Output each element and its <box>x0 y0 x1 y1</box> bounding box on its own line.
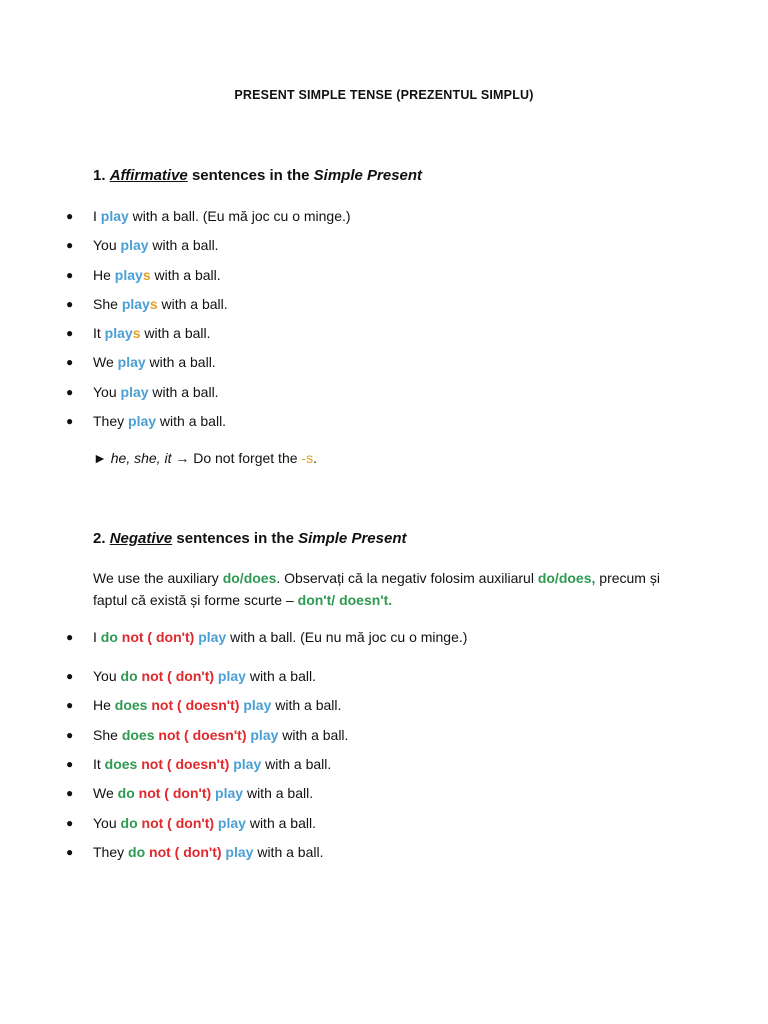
auxiliary: do <box>120 668 138 684</box>
list-item <box>0 695 700 715</box>
bullet: ● <box>66 268 74 282</box>
list-item <box>0 813 700 833</box>
bullet: ● <box>66 757 74 771</box>
subject: She <box>93 727 122 743</box>
negation: not ( don't) <box>117 629 195 645</box>
sentence-rest: with a ball. <box>271 697 342 713</box>
subject: It <box>93 325 105 341</box>
negation: not ( doesn't) <box>137 756 230 772</box>
section1-heading-middle: sentences in the <box>187 167 314 184</box>
negation: not ( don't) <box>145 844 222 860</box>
section1-number: 1. <box>93 167 106 184</box>
note-text: → Do not forget the <box>171 450 302 466</box>
list-item <box>0 265 700 285</box>
verb: play <box>217 668 246 684</box>
subject: You <box>93 668 121 684</box>
bullet: ● <box>66 669 74 683</box>
subject: He <box>93 697 115 713</box>
verb: play <box>250 727 279 743</box>
verb: play <box>121 296 150 312</box>
list-item <box>0 294 700 314</box>
subject: We <box>93 785 118 801</box>
section2-tense: Simple Present <box>298 530 407 547</box>
subject: I <box>93 629 101 645</box>
intro-short-forms: don't/ doesn't. <box>297 592 393 608</box>
note-suffix: -s <box>301 450 314 466</box>
section1-keyword: Affirmative <box>109 167 188 184</box>
bullet: ● <box>66 326 74 340</box>
bullet: ● <box>66 630 74 644</box>
list-item <box>0 235 700 255</box>
section2-heading <box>93 530 406 547</box>
verb: play <box>114 267 143 283</box>
bullet: ● <box>66 209 74 223</box>
sentence-rest: with a ball. <box>245 668 316 684</box>
verb: play <box>243 697 272 713</box>
bullet: ● <box>66 786 74 800</box>
sentence-rest: with a ball. <box>148 237 219 253</box>
intro-text: . Observați că la negativ folosim auxiliarul <box>276 570 538 586</box>
verb: play <box>104 325 133 341</box>
sentence-rest: with a ball. (Eu mă joc cu o minge.) <box>128 208 351 224</box>
sentence-rest: with a ball. <box>156 413 227 429</box>
arrow-icon: ► <box>93 450 111 466</box>
verb-ending: s <box>149 296 158 312</box>
subject: You <box>93 384 121 400</box>
section1-tense: Simple Present <box>313 167 423 184</box>
negation: not ( don't) <box>134 785 212 801</box>
sentence-rest: with a ball. <box>245 815 316 831</box>
auxiliary: does <box>104 756 138 772</box>
bullet: ● <box>66 845 74 859</box>
verb: play <box>225 844 254 860</box>
sentence-rest: with a ball. <box>261 756 332 772</box>
bullet: ● <box>66 297 74 311</box>
bullet: ● <box>66 238 74 252</box>
sentence-rest: with a ball. <box>278 727 349 743</box>
verb: play <box>120 237 149 253</box>
verb: play <box>100 208 129 224</box>
bullet: ● <box>66 816 74 830</box>
list-item <box>0 206 700 226</box>
verb: play <box>198 629 227 645</box>
subject: She <box>93 296 122 312</box>
sentence-rest: with a ball. (Eu nu mă joc cu o minge.) <box>226 629 468 645</box>
list-item <box>0 352 700 372</box>
note-pronouns: he, she, it <box>110 450 172 466</box>
subject: It <box>93 756 105 772</box>
subject: We <box>93 354 118 370</box>
verb: play <box>120 384 149 400</box>
subject: They <box>93 844 129 860</box>
auxiliary: does <box>114 697 148 713</box>
verb-ending: s <box>132 325 141 341</box>
bullet: ● <box>66 698 74 712</box>
negation: not ( doesn't) <box>147 697 240 713</box>
bullet: ● <box>66 355 74 369</box>
intro-text: precum și faptul că există și forme scurte – <box>93 570 660 608</box>
subject: He <box>93 267 115 283</box>
intro-auxiliary: do/does, <box>537 570 596 586</box>
section2-number: 2. <box>93 530 106 547</box>
list-item <box>0 666 700 686</box>
list-item <box>0 842 700 862</box>
verb: play <box>128 413 157 429</box>
auxiliary: does <box>121 727 155 743</box>
intro-text: We use the auxiliary <box>93 570 223 586</box>
verb: play <box>233 756 262 772</box>
note-line <box>93 448 317 468</box>
negation: not ( don't) <box>137 815 215 831</box>
bullet: ● <box>66 728 74 742</box>
verb: play <box>117 354 146 370</box>
note-end: . <box>313 450 317 466</box>
sentence-rest: with a ball. <box>140 325 211 341</box>
bullet: ● <box>66 385 74 399</box>
list-item <box>0 627 700 647</box>
sentence-rest: with a ball. <box>157 296 228 312</box>
sentence-rest: with a ball. <box>243 785 314 801</box>
section2-heading-middle: sentences in the <box>172 530 299 547</box>
auxiliary: do <box>117 785 135 801</box>
negative-intro-paragraph <box>93 567 693 611</box>
negation: not ( doesn't) <box>154 727 247 743</box>
document-title: PRESENT SIMPLE TENSE (PREZENTUL SIMPLU) <box>234 88 534 102</box>
intro-auxiliary: do/does <box>222 570 277 586</box>
subject: You <box>93 815 121 831</box>
negation: not ( don't) <box>137 668 215 684</box>
verb: play <box>215 785 244 801</box>
list-item <box>0 411 700 431</box>
auxiliary: do <box>128 844 146 860</box>
section1-heading <box>93 167 422 184</box>
list-item <box>0 323 700 343</box>
sentence-rest: with a ball. <box>148 384 219 400</box>
list-item <box>0 382 700 402</box>
subject: They <box>93 413 129 429</box>
sentence-rest: with a ball. <box>253 844 324 860</box>
list-item <box>0 783 700 803</box>
sentence-rest: with a ball. <box>145 354 216 370</box>
list-item <box>0 725 700 745</box>
section2-keyword: Negative <box>109 530 173 547</box>
bullet: ● <box>66 414 74 428</box>
sentence-rest: with a ball. <box>150 267 221 283</box>
list-item <box>0 754 700 774</box>
verb: play <box>217 815 246 831</box>
auxiliary: do <box>120 815 138 831</box>
subject: You <box>93 237 121 253</box>
auxiliary: do <box>100 629 118 645</box>
verb-ending: s <box>142 267 151 283</box>
subject: I <box>93 208 101 224</box>
